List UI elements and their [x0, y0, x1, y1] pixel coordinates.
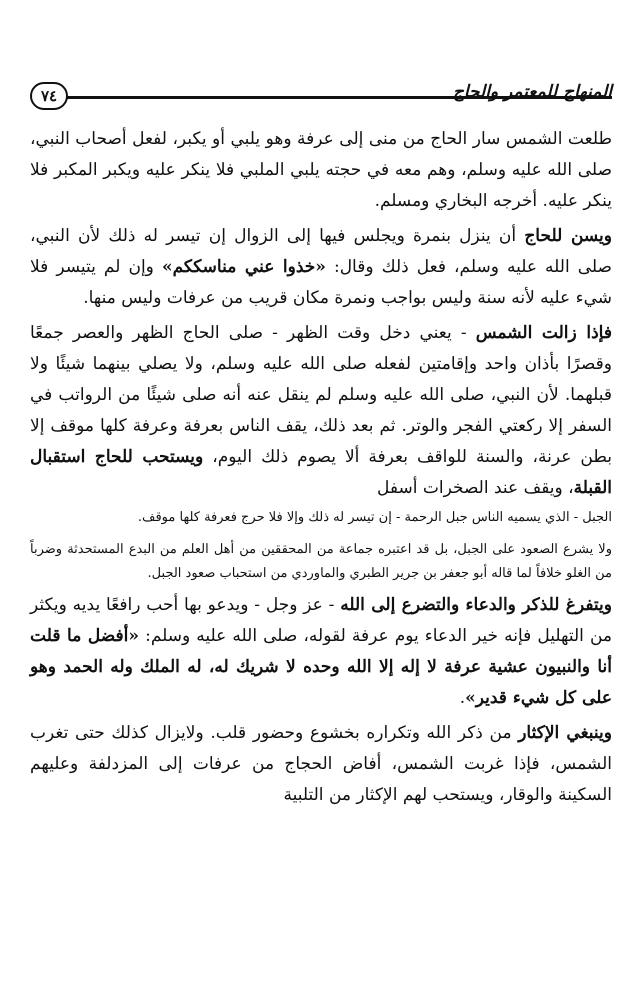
paragraph-ifadah — [30, 718, 612, 811]
paragraph-text: . — [459, 688, 466, 708]
paragraph-text: - يعني دخل وقت الظهر - صلى الحاج الظهر والعصر جمعًا وقصرًا بأذان واحد وإقامتين لفعله صلى الله عليه وسلم، ولا يصلي بينهما شيئًا ولا قبلهما. لأن النبي، صلى الله عليه وسلم لم ينقل عنه أنه صلى شيئًا من الرواتب في السفر إلا ركعتي الفجر والوتر. ثم بعد ذلك، يقف الناس بعرفة وعرفة كلها موقف إلا بطن عرنة، والسنة للواقف بعرفة ألا يصوم ذلك اليوم، — [30, 323, 612, 467]
paragraph-text: الجبل - الذي يسميه الناس جبل الرحمة - إن تيسر له ذلك وإلا فلا حرج فعرفة كلها موقف. — [137, 510, 612, 525]
paragraph-small-text — [30, 506, 612, 530]
paragraph-text: أن ينزل بنمرة ويجلس فيها إلى الزوال إن تيسر له ذلك لأن النبي، صلى الله عليه وسلم، فعل ذلك وقال: — [30, 226, 612, 277]
paragraph-text: من ذكر الله وتكراره بخشوع وحضور قلب. ولايزال كذلك حتى تغرب الشمس، فإذا غربت الشمس، أفاض الحجاج من عرفات إلى المزدلفة وعليهم السكينة والوقار، ويستحب لهم الإكثار من التلبية — [30, 723, 612, 805]
header-rule — [65, 96, 612, 99]
running-title: المنهاج للمعتمر والحاج — [452, 82, 612, 102]
paragraph-text: ، ويقف عند الصخرات أسفل — [377, 478, 574, 498]
paragraph-dhikr — [30, 590, 612, 714]
note-paragraph — [30, 538, 612, 586]
page-body — [30, 124, 612, 811]
paragraph-zawal — [30, 318, 612, 504]
bold-heading: فإذا زالت الشمس — [475, 323, 612, 343]
hadith-quote: «خذوا عني مناسككم» — [161, 257, 326, 277]
bold-heading: ويستحب للحاج استقبال القبلة — [30, 447, 612, 498]
note-text: ولا يشرع الصعود على الجبل، بل قد اعتبره جماعة من المحققين من أهل العلم من البدع المستحدثة وضرباً من الغلو خلافاً لما قاله أبو جعفر بن جرير الطبري والماوردي من استحباب صعود الجبل. — [30, 542, 612, 581]
paragraph-text: وإن لم يتيسر فلا شيء عليه لأنه سنة وليس بواجب ونمرة مكان قريب من عرفات وليس منها. — [30, 257, 612, 308]
paragraph-text: طلعت الشمس سار الحاج من منى إلى عرفة وهو يلبي أو يكبر، لفعل أصحاب النبي، صلى الله عليه وسلم، وهم معه في حجته يلبي الملبي فلا ينكر عليه ويكبر المكبر فلا ينكر عليه. أخرجه البخاري ومسلم. — [30, 129, 612, 211]
bold-heading: وينبغي الإكثار — [518, 723, 612, 743]
hadith-quote: «أفضل ما قلت أنا والنبيون عشية عرفة لا إله إلا الله وحده لا شريك له، له الملك وله الحمد وهو على كل شيء قدير» — [30, 626, 612, 708]
paragraph-namirah — [30, 221, 612, 314]
page-number: ٧٤ — [30, 82, 68, 110]
paragraph-text: - عز وجل - ويدعو بها أحب رافعًا يديه ويكثر من التهليل فإنه خير الدعاء يوم عرفة لقوله، صلى الله عليه وسلم: — [30, 595, 612, 646]
paragraph-sunrise — [30, 124, 612, 217]
bold-heading: ويسن للحاج — [524, 226, 612, 246]
page-header — [30, 70, 612, 110]
bold-heading: ويتفرغ للذكر والدعاء والتضرع إلى الله — [340, 595, 612, 615]
